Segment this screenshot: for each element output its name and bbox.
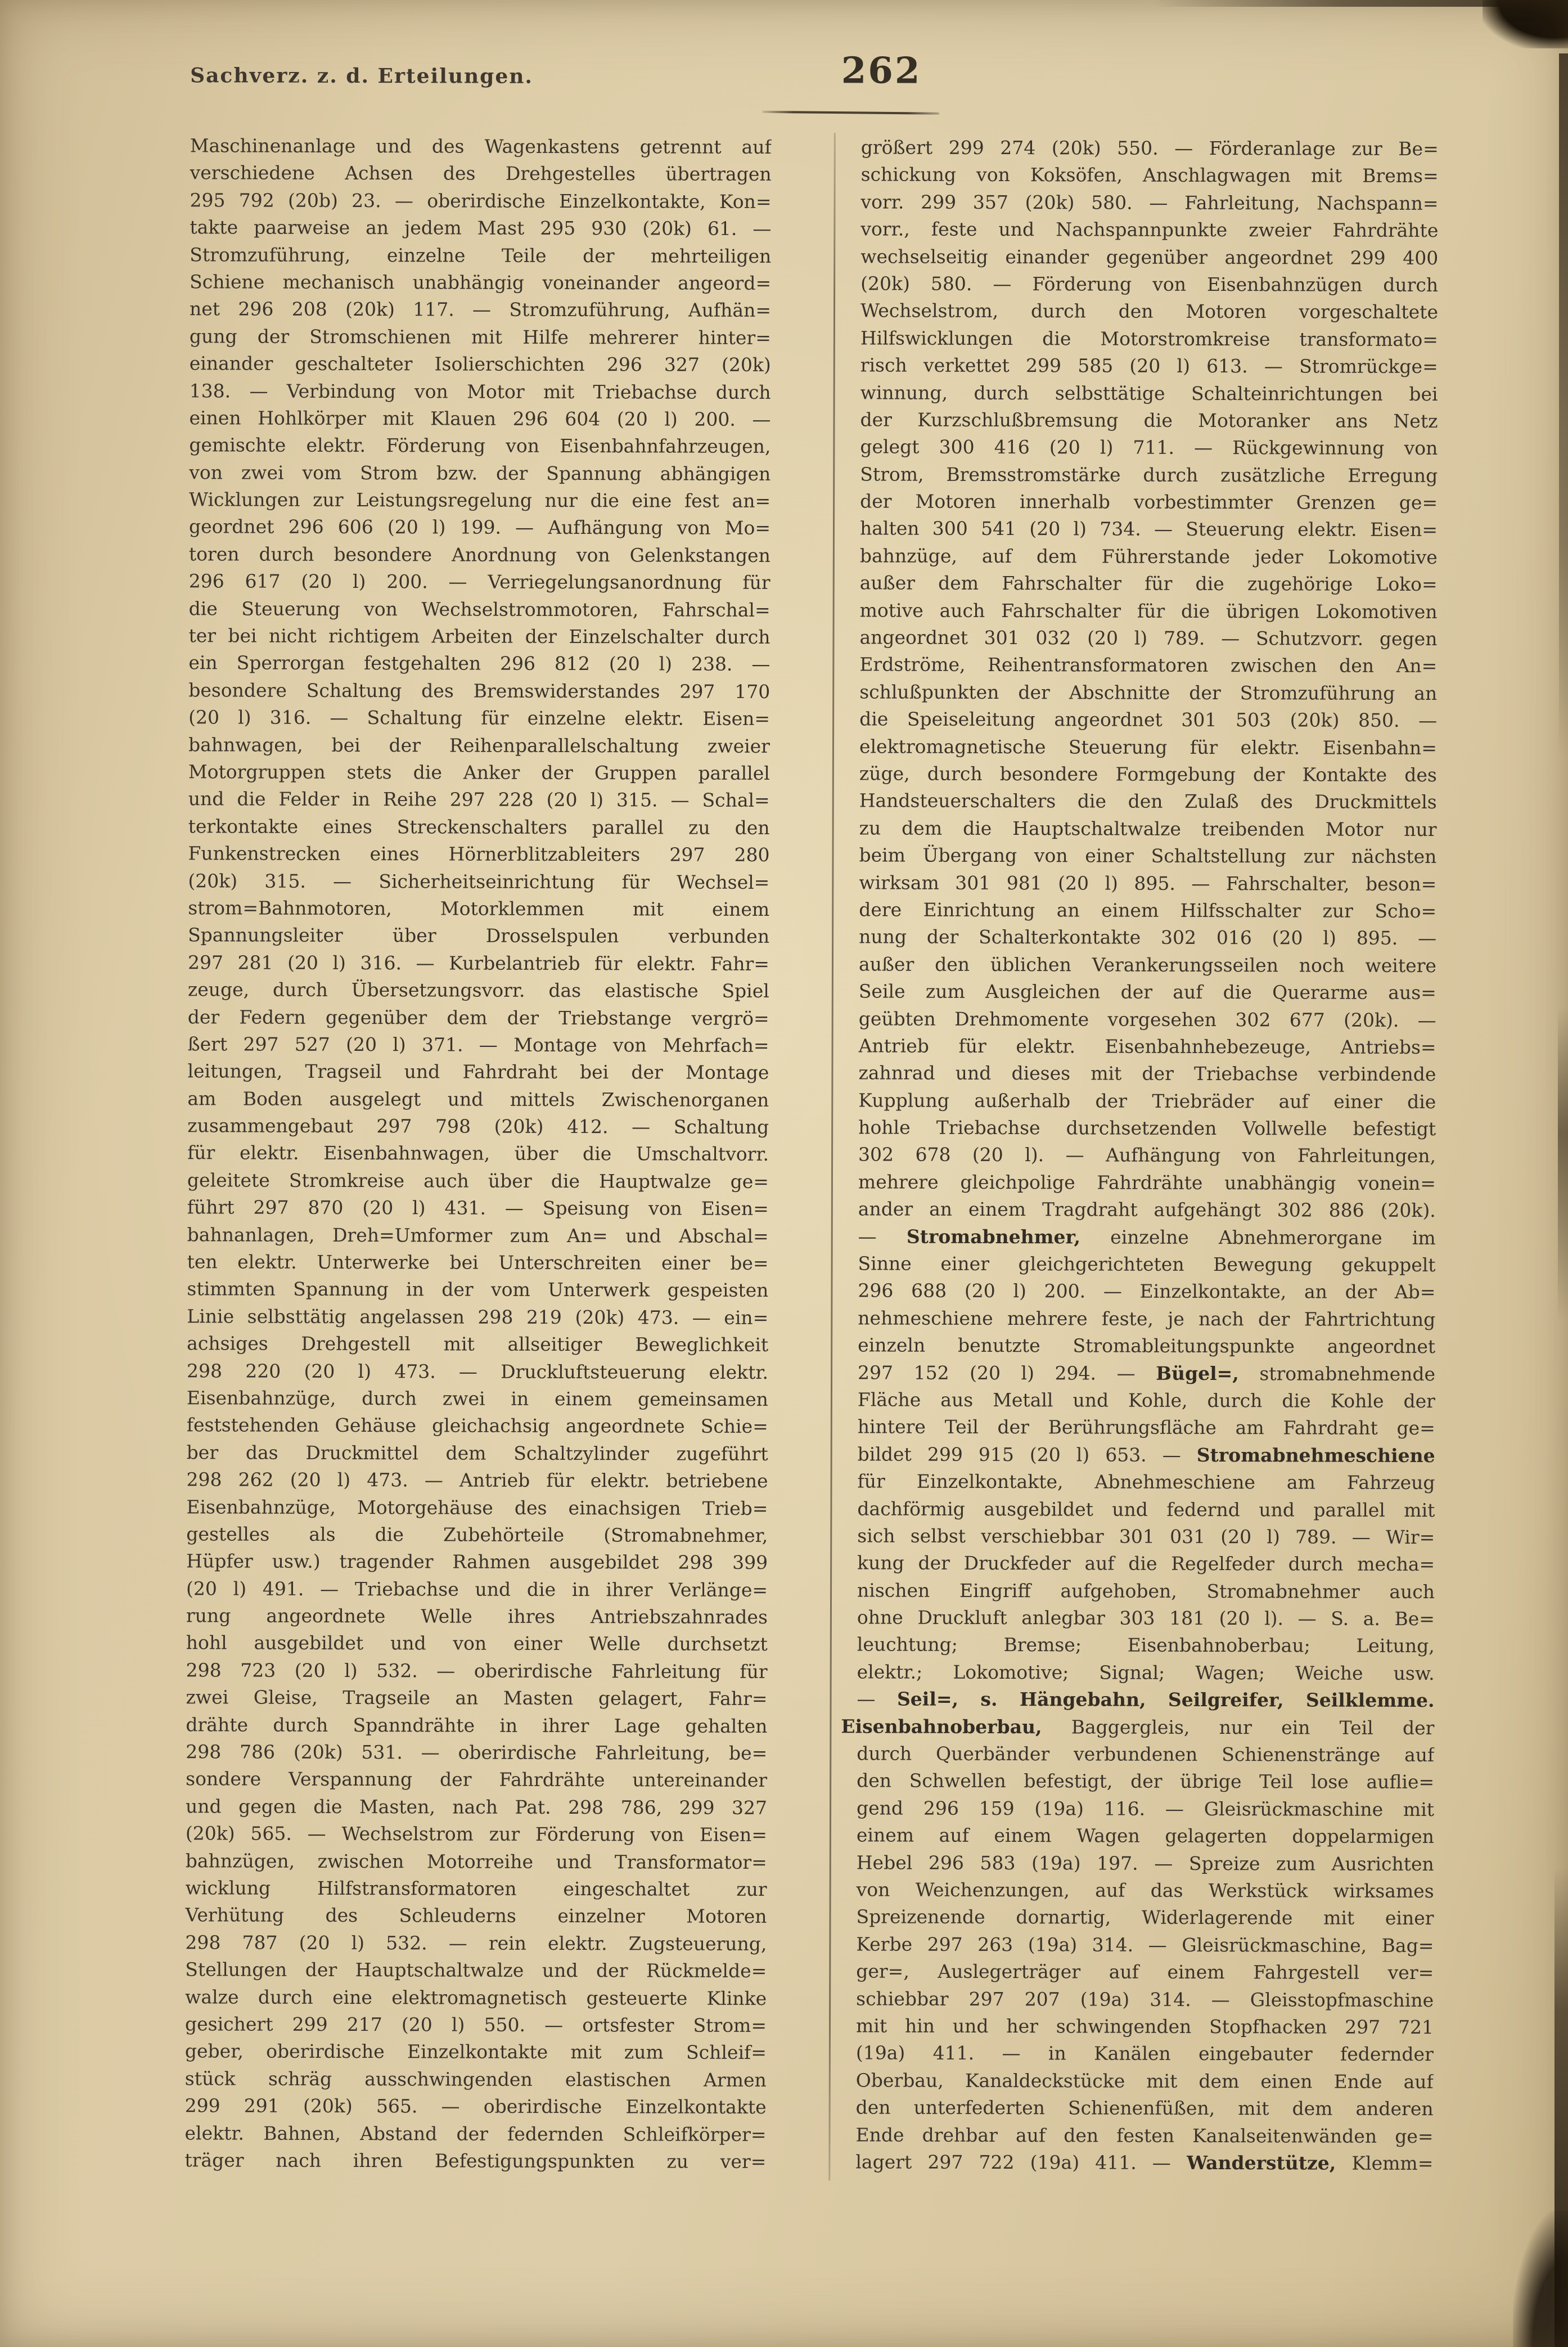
text-line: geber, oberirdische Einzelkontakte mit zum Schleif= [184,2040,767,2064]
text-line: und die Felder in Reihe 297 228 (20 l) 315. — Schal= [188,788,770,812]
text-line: Sinne einer gleichgerichteten Bewegung gekuppelt [858,1252,1436,1276]
text-line: leuchtung; Bremse; Eisenbahnoberbau; Leitung, [857,1633,1435,1657]
text-line: die Speiseleitung angeordnet 301 503 (20k) 850. — [859,708,1438,732]
text-line: toren durch besondere Anordnung von Gelenkstangen [188,543,771,566]
text-line: von Weichenzungen, auf das Werkstück wirksames [856,1878,1434,1903]
text-line: 299 291 (20k) 565. — oberirdische Einzelkontakte [184,2094,767,2119]
text-line: schickung von Koksöfen, Anschlagwagen mit Brems= [860,163,1439,187]
text-line: einander geschalteter Isolierschichten 296 327 (20k) [189,352,771,376]
text-line: Maschinenanlage und des Wagenkastens getrennt auf [190,134,772,158]
text-line [840,2148,1433,2177]
text-line: leitungen, Tragseil und Fahrdraht bei der Montage [187,1060,769,1084]
text-line: Seile zum Ausgleichen der auf die Querarme aus= [858,980,1436,1004]
text-line: mit hin und her schwingenden Stopfhacken 297 721 [855,2015,1434,2038]
text-line: ber das Druckmittel dem Schaltzylinder zugeführt [186,1441,768,1465]
text-line: einem auf einem Wagen gelagerten doppelarmigen [856,1824,1434,1848]
text-line: und gegen die Masten, nach Pat. 298 786, 299 327 [186,1795,768,1819]
text-line: drähte durch Spanndrähte in ihrer Lage gehalten [186,1713,768,1737]
entry-keyword: Wanderstütze, [1186,2151,1336,2174]
text-line: Antrieb für elektr. Eisenbahnhebezeuge, Antriebs= [858,1035,1436,1058]
text-line: besondere Schaltung des Bremswiderstandes 297 170 [188,679,771,703]
text-line: gemischte elektr. Förderung von Eisenbahnfahrzeugen, [189,434,771,458]
text-line: Verhütung des Schleuderns einzelner Motoren [185,1904,767,1928]
text-line: wicklung Hilfstransformatoren eingeschaltet zur [185,1877,767,1900]
text-line: den unterfederten Schienenfüßen, mit dem anderen [855,2096,1434,2120]
text-line: ter bei nicht richtigem Arbeiten der Einzelschalter durch [188,624,771,648]
text-line: vorr., feste und Nachspannpunkte zweier Fahrdrähte [860,218,1439,242]
text-line: gung der Stromschienen mit Hilfe mehrerer hinter= [189,325,771,349]
text-segment: stromabnehmende [1238,1362,1436,1385]
text-line: Ende drehbar auf den festen Kanalseitenwänden ge= [855,2123,1434,2147]
text-line: Wicklungen zur Leistungsregelung nur die eine fest an= [189,488,771,512]
text-line: gestelles als die Zubehörteile (Stromabnehmer, [186,1523,768,1546]
text-line: ten elektr. Unterwerke bei Unterschreiten einer be= [187,1251,769,1274]
right-column-text [840,134,1438,2177]
text-segment: Baggergleis, nur ein Teil der [1042,1715,1435,1739]
text-line: 298 723 (20 l) 532. — oberirdische Fahrleitung für [186,1659,768,1683]
text-line: Spreizenende dornartig, Widerlagerende mit einer [856,1905,1434,1930]
text-line [842,1441,1435,1469]
text-line: (20 l) 316. — Schaltung für einzelne elektr. Eisen= [188,706,771,730]
text-line: zu dem die Hauptschaltwalze treibenden Motor nur [859,817,1437,840]
text-line [842,1359,1435,1388]
text-line: 298 262 (20 l) 473. — Antrieb für elektr. betriebene [186,1468,768,1492]
page-number: 262 [841,50,922,92]
text-line: 296 617 (20 l) 200. — Verriegelungsanordnung für [188,570,771,594]
text-line [841,1713,1434,1742]
text-line: ger=, Auslegerträger auf einem Fahrgestell ver= [856,1960,1434,1984]
text-line: gelegt 300 416 (20 l) 711. — Rückgewinnung von [860,435,1438,460]
entry-keyword: Eisenbahnoberbau, [841,1715,1042,1738]
text-line: von zwei vom Strom bzw. der Spannung abhängigen [189,461,771,485]
text-line: durch Querbänder verbundenen Schienenstränge auf [857,1742,1435,1766]
text-line: 138. — Verbindung von Motor mit Triebachse durch [189,379,771,403]
text-line: motive auch Fahrschalter für die übrigen Lokomotiven [859,599,1438,623]
text-line: der Motoren innerhalb vorbestimmter Grenzen ge= [860,490,1438,514]
text-line: dachförmig ausgebildet und federnd und parallel mit [857,1497,1435,1521]
text-segment: — [857,1688,898,1710]
text-line: Eisenbahnzüge, durch zwei in einem gemeinsamen [186,1387,769,1410]
column-divider [828,133,836,2180]
text-line: führt 297 870 (20 l) 431. — Speisung von Eisen= [187,1196,769,1220]
text-line: geordnet 296 606 (20 l) 199. — Aufhängung von Mo= [188,515,771,539]
text-line: für elektr. Eisenbahnwagen, über die Umschaltvorr. [187,1141,769,1166]
entry-keyword: Stromabnehmer, [906,1225,1081,1248]
text-line: bahnanlagen, Dreh=Umformer zum An= und Abschal= [187,1223,769,1247]
text-line: nischen Eingriff aufgehoben, Stromabnehmer auch [857,1579,1435,1603]
text-line: strom=Bahnmotoren, Motorklemmen mit einem [188,897,770,920]
entry-keyword: Stromabnehmeschiene [1196,1444,1435,1467]
text-line: Stromzuführung, einzelne Teile der mehrteiligen [190,243,772,267]
text-line: Oberbau, Kanaldeckstücke mit dem einen Ende auf [855,2069,1434,2093]
text-line: vorr. 299 357 (20k) 580. — Fahrleitung, Nachspann= [860,191,1439,214]
text-line: beim Übergang von einer Schaltstellung zur nächsten [859,844,1437,868]
text-line: der Federn gegenüber dem der Triebstange vergrö= [187,1005,769,1029]
text-line: den Schwellen befestigt, der übrige Teil lose auflie= [857,1769,1435,1793]
text-line: elektromagnetische Steuerung für elektr. Eisenbahn= [859,735,1438,759]
text-line: Hüpfer usw.) tragender Rahmen ausgebildet 298 399 [186,1550,768,1574]
text-line: Fläche aus Metall und Kohle, durch die Kohle der [857,1388,1435,1413]
text-line: züge, durch besondere Formgebung der Kontakte des [859,762,1437,786]
text-line: terkontakte eines Streckenschalters parallel zu den [188,815,770,839]
text-line: achsiges Drehgestell mit allseitiger Beweglichkeit [187,1332,769,1356]
text-line: geleitete Stromkreise auch über die Hauptwalze ge= [187,1169,769,1193]
text-line: 297 281 (20 l) 316. — Kurbelantrieb für elektr. Fahr= [187,951,770,975]
text-line: kung der Druckfeder auf die Regelfeder durch mecha= [857,1552,1435,1576]
entry-keyword: Seil=, s. Hängebahn, Seilgreifer, Seilklemme. [896,1688,1435,1712]
entry-keyword: Bügel=, [1156,1362,1239,1384]
text-line: 302 678 (20 l). — Aufhängung von Fahrleitungen, [858,1143,1436,1167]
text-line: feststehenden Gehäuse gleichachsig angeordnete Schie= [186,1414,768,1438]
text-line: zwei Gleise, Tragseile an Masten gelagert, Fahr= [186,1686,768,1710]
text-line: am Boden ausgelegt und mittels Zwischenorganen [187,1087,769,1111]
text-line: einen Hohlkörper mit Klauen 296 604 (20 l) 200. — [189,407,771,430]
text-line: ander an einem Tragdraht aufgehängt 302 886 (20k). [858,1198,1436,1222]
text-line: hintere Teil der Berührungsfläche am Fahrdraht ge= [857,1415,1435,1440]
text-line: stimmten Spannung in der vom Unterwerk gespeisten [187,1278,769,1302]
text-line: ein Sperrorgan festgehalten 296 812 (20 l) 238. — [188,651,771,676]
text-segment: — [858,1225,907,1248]
running-title: Sachverz. z. d. Erteilungen. [190,64,534,88]
text-line: takte paarweise an jedem Mast 295 930 (20k) 61. — [190,216,772,240]
text-line: Kerbe 297 263 (19a) 314. — Gleisrückmaschine, Bag= [856,1933,1434,1957]
text-line: gesichert 299 217 (20 l) 550. — ortsfester Strom= [184,2013,767,2036]
text-line: einzeln benutzte Stromableitungspunkte angeordnet [858,1334,1436,1358]
text-line: wechselseitig einander gegenüber angeordnet 299 400 [860,245,1439,269]
page-number-rule [762,111,939,115]
text-line: (19a) 411. — in Kanälen eingebauter federnder [855,2042,1434,2066]
text-line: elektr. Bahnen, Abstand der federnden Schleifkörper= [184,2121,767,2146]
text-line: schiebbar 297 207 (19a) 314. — Gleisstopfmaschine [856,1987,1434,2011]
text-segment: 297 152 (20 l) 294. — [858,1361,1156,1384]
text-line: winnung, durch selbsttätige Schalteinrichtungen bei [860,381,1438,405]
text-line: (20 l) 491. — Triebachse und die in ihrer Verlänge= [186,1577,768,1601]
text-line: Linie selbsttätig angelassen 298 219 (20k) 473. — ein= [187,1305,769,1329]
text-line: 298 787 (20 l) 532. — rein elektr. Zugsteuerung, [185,1931,767,1955]
text-line: elektr.; Lokomotive; Signal; Wagen; Weiche usw. [857,1661,1435,1684]
text-line: walze durch eine elektromagnetisch gesteuerte Klinke [185,1985,767,2009]
text-line: dere Einrichtung an einem Hilfsschalter zur Scho= [859,898,1437,922]
text-line: zusammengebaut 297 798 (20k) 412. — Schaltung [187,1114,769,1138]
text-line: Stellungen der Hauptschaltwalze und der Rückmelde= [185,1958,767,1982]
text-line [842,1223,1436,1252]
text-line [841,1686,1434,1715]
text-line: sondere Verspannung der Fahrdrähte untereinander [186,1768,768,1792]
text-line: Schiene mechanisch unabhängig voneinander angeord= [190,271,772,294]
text-line: bahnwagen, bei der Reihenparallelschaltung zweier [188,733,771,757]
text-segment: lagert 297 722 (19a) 411. — [855,2151,1187,2174]
text-line: 298 220 (20 l) 473. — Druckluftsteuerung elektr. [187,1359,769,1383]
text-line: Eisenbahnzüge, Motorgehäuse des einachsigen Trieb= [186,1495,768,1519]
text-line: angeordnet 301 032 (20 l) 789. — Schutzvorr. gegen [859,626,1438,650]
text-line: bahnzüge, auf dem Führerstande jeder Lokomotive [859,545,1438,568]
text-line: Erdströme, Reihentransformatoren zwischen den An= [859,653,1438,677]
left-column-text [169,132,771,2175]
text-line: für Einzelkontakte, Abnehmeschiene am Fahrzeug [857,1470,1435,1494]
text-segment: einzelne Abnehmerorgane im [1080,1226,1436,1249]
text-line: halten 300 541 (20 l) 734. — Steuerung elektr. Eisen= [859,517,1438,541]
text-line: Strom, Bremsstromstärke durch zusätzliche Erregung [860,463,1438,487]
text-line: 296 688 (20 l) 200. — Einzelkontakte, an der Ab= [858,1279,1436,1303]
text-line: (20k) 580. — Förderung von Eisenbahnzügen durch [860,272,1439,296]
text-line: zeuge, durch Übersetzungsvorr. das elastische Spiel [187,978,769,1002]
text-line: verschiedene Achsen des Drehgestelles übertragen [190,161,772,186]
text-line: rung angeordnete Welle ihres Antriebszahnrades [186,1604,768,1629]
text-line: (20k) 565. — Wechselstrom zur Förderung von Eisen= [185,1822,767,1846]
text-segment: Klemm= [1336,2152,1434,2174]
text-line: ohne Druckluft anlegbar 303 181 (20 l). — S. a. Be= [857,1606,1435,1630]
text-line: hohle Triebachse durchsetzenden Vollwelle befestigt [858,1116,1436,1140]
text-line: bahnzügen, zwischen Motorreihe und Transformator= [185,1849,767,1873]
text-line: mehrere gleichpolige Fahrdrähte unabhängig vonein= [858,1171,1436,1194]
text-line: nung der Schalterkontakte 302 016 (20 l) 895. — [859,925,1437,950]
text-line: Motorgruppen stets die Anker der Gruppen parallel [188,761,770,784]
text-line: sich selbst verschiebbar 301 031 (20 l) 789. — Wir= [857,1525,1435,1548]
text-line: stück schräg ausschwingenden elastischen Armen [184,2067,767,2091]
text-line: Spannungsleiter über Drosselspulen verbunden [188,924,770,948]
text-line: gend 296 159 (19a) 116. — Gleisrückmaschine mit [856,1797,1435,1820]
text-line: schlußpunkten der Abschnitte der Stromzuführung an [859,681,1438,704]
text-line: ßert 297 527 (20 l) 371. — Montage von Mehrfach= [187,1033,769,1056]
text-line: geübten Drehmomente vorgesehen 302 677 (20k). — [858,1007,1436,1031]
text-segment: bildet 299 915 (20 l) 653. — [857,1443,1197,1466]
text-line: 295 792 (20b) 23. — oberirdische Einzelkontakte, Kon= [190,189,772,213]
text-line: Kupplung außerhalb der Triebräder auf einer die [858,1089,1436,1113]
text-line: Funkenstrecken eines Hörnerblitzableiters 297 280 [188,842,770,866]
text-line: träger nach ihren Befestigungspunkten zu ver= [184,2149,767,2173]
text-line: größert 299 274 (20k) 550. — Förderanlage zur Be= [860,136,1439,160]
text-line: Handsteuerschalters die den Zulaß des Druckmittels [859,789,1437,813]
text-line: die Steuerung von Wechselstrommotoren, Fahrschal= [188,597,771,621]
text-line: wirksam 301 981 (20 l) 895. — Fahrschalter, beson= [859,871,1437,895]
text-line: zahnrad und dieses mit der Triebachse verbindende [858,1062,1436,1086]
text-line: außer dem Fahrschalter für die zugehörige Loko= [859,572,1438,596]
text-line: Wechselstrom, durch den Motoren vorgeschaltete [860,299,1439,323]
text-line: außer den üblichen Verankerungsseilen noch weitere [858,953,1437,977]
text-line: Hebel 296 583 (19a) 197. — Spreize zum Ausrichten [856,1851,1434,1875]
text-line: hohl ausgebildet und von einer Welle durchsetzt [186,1631,768,1656]
text-line: net 296 208 (20k) 117. — Stromzuführung, Aufhän= [189,298,772,322]
text-line: Hilfswicklungen die Motorstromkreise transformato= [860,327,1438,350]
text-line: risch verkettet 299 585 (20 l) 613. — Stromrückge= [860,354,1438,378]
text-line: der Kurzschlußbremsung die Motoranker ans Netz [860,408,1438,432]
text-line: (20k) 315. — Sicherheitseinrichtung für Wechsel= [188,869,770,893]
text-line: 298 786 (20k) 531. — oberirdische Fahrleitung, be= [186,1741,768,1764]
text-line: nehmeschiene mehrere feste, je nach der Fahrtrichtung [858,1307,1436,1330]
